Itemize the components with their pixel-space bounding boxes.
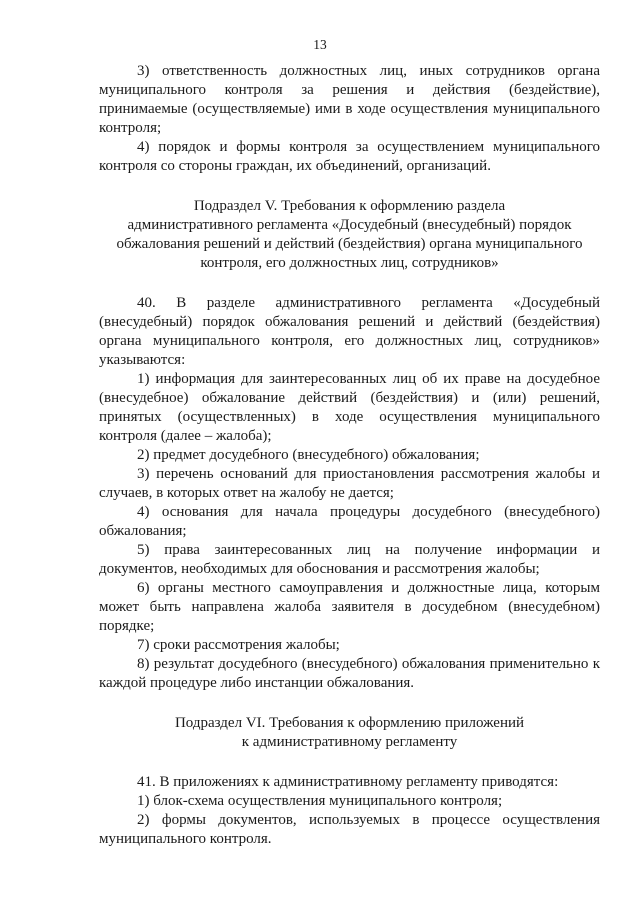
list-item: 1) блок-схема осуществления муниципального контроля; bbox=[137, 793, 503, 809]
list-item: 7) сроки рассмотрения жалобы; bbox=[137, 637, 340, 653]
list-item: 4) основания для начала процедуры досудебного (внесудебного) обжалования; bbox=[99, 504, 600, 539]
list-item: 3) ответственность должностных лиц, иных сотрудников органа муниципального контроля за решения и действия (бездействие), принимаемые (осуществляемые) ими в ходе осуществления муниципального контроля; bbox=[99, 63, 600, 136]
heading-line: контроля, его должностных лиц, сотрудников» bbox=[200, 255, 499, 271]
document-body bbox=[99, 62, 600, 849]
list-item: 2) формы документов, используемых в процессе осуществления муниципального контроля. bbox=[99, 812, 600, 847]
list-item: 4) порядок и формы контроля за осуществлением муниципального контроля со стороны граждан, их объединений, организаций. bbox=[99, 139, 600, 174]
list-item: 5) права заинтересованных лиц на получение информации и документов, необходимых для обоснования и рассмотрения жалобы; bbox=[99, 542, 600, 577]
heading-line: обжалования решений и действий (бездействия) органа муниципального bbox=[116, 236, 583, 252]
heading-line: Подраздел V. Требования к оформлению раздела bbox=[193, 198, 506, 214]
list-item: 2) предмет досудебного (внесудебного) обжалования; bbox=[137, 447, 480, 463]
heading-line: к административному регламенту bbox=[241, 734, 458, 750]
heading-line: Подраздел VI. Требования к оформлению приложений bbox=[174, 715, 525, 731]
paragraph-41: 41. В приложениях к административному регламенту приводятся: bbox=[137, 774, 559, 790]
list-item: 1) информация для заинтересованных лиц об их праве на досудебное (внесудебное) обжалование действий (бездействия) и (или) решений, принятых (осуществленных) в ходе осуществления муниципального контроля (далее – жалоба); bbox=[99, 371, 600, 444]
page-number: 13 bbox=[313, 37, 327, 52]
heading-line: административного регламента «Досудебный (внесудебный) порядок bbox=[127, 217, 572, 233]
list-item: 6) органы местного самоуправления и должностные лица, которым может быть направлена жалоба заявителя в досудебном (внесудебном) порядке; bbox=[99, 580, 600, 634]
section-6-heading bbox=[99, 714, 600, 752]
list-item: 8) результат досудебного (внесудебного) обжалования применительно к каждой процедуре либо инстанции обжалования. bbox=[99, 656, 600, 691]
section-5-heading bbox=[99, 197, 600, 273]
list-item: 3) перечень оснований для приостановления рассмотрения жалобы и случаев, в которых ответ на жалобу не дается; bbox=[99, 466, 600, 501]
paragraph-40: 40. В разделе административного регламента «Досудебный (внесудебный) порядок обжалования решений и действий (бездействия) органа муниципального контроля, его должностных лиц, сотрудников» указываются: bbox=[99, 295, 600, 368]
